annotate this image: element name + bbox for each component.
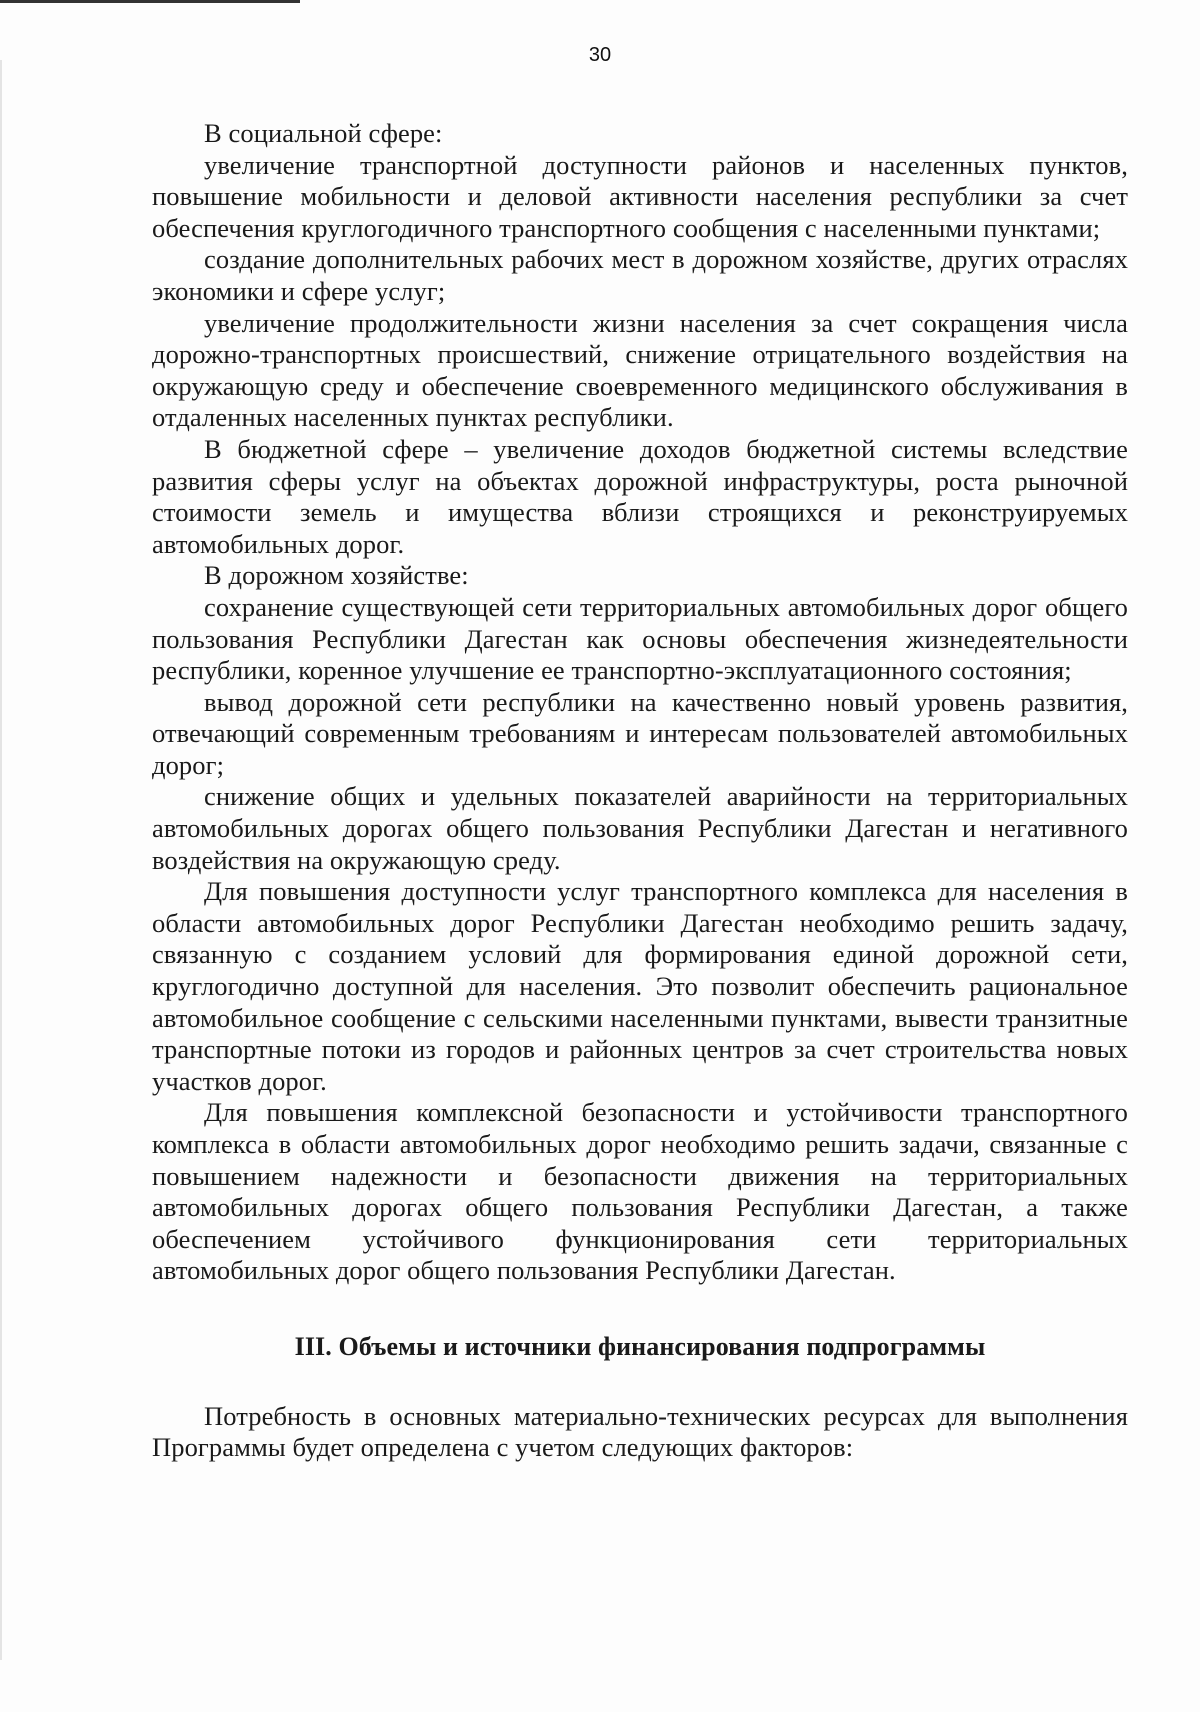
- paragraph: В бюджетной сфере – увеличение доходов бюджетной системы вследствие развития сферы услуг на объектах дорожной инфраструктуры, роста рыночной стоимости земель и имущества вблизи строящихся и реконструируемых автомобильных дорог.: [152, 433, 1128, 559]
- paragraph: сохранение существующей сети территориальных автомобильных дорог общего пользования Республики Дагестан как основы обеспечения жизнедеятельности республики, коренное улучшение ее транспортно-эксплуатационного состояния;: [152, 591, 1128, 686]
- scan-edge-shadow: [0, 60, 2, 1660]
- paragraph: создание дополнительных рабочих мест в дорожном хозяйстве, других отраслях экономики и сфере услуг;: [152, 244, 1128, 306]
- paragraph: снижение общих и удельных показателей аварийности на территориальных автомобильных дорогах общего пользования Республики Дагестан и негативного воздействия на окружающую среду.: [152, 781, 1128, 875]
- scan-edge-mark: [0, 0, 300, 3]
- paragraph: В дорожном хозяйстве:: [204, 560, 469, 591]
- document-body: [152, 118, 1128, 1464]
- paragraph: увеличение продолжительности жизни населения за счет сокращения числа дорожно-транспортных происшествий, снижение отрицательного воздействия на окружающую среду и обеспечение своевременного медицинского обслуживания в отдаленных населенных пунктах республики.: [152, 307, 1128, 433]
- paragraph: увеличение транспортной доступности районов и населенных пунктов, повышение мобильности и деловой активности населения республики за счет обеспечения круглогодичного транспортного сообщения с населенными пунктами;: [152, 149, 1128, 243]
- paragraph: В социальной сфере:: [204, 118, 443, 148]
- paragraph: Потребность в основных материально-технических ресурсах для выполнения Программы будет определена с учетом следующих факторов:: [152, 1400, 1128, 1463]
- paragraph: Для повышения комплексной безопасности и устойчивости транспортного комплекса в области автомобильных дорог необходимо решить задачи, связанные с повышением надежности и безопасности движения на территориальных автомобильных дорогах общего пользования Республики Дагестан, а также обеспечением устойчивого функционирования сети территориальных автомобильных дорог общего пользования Республики Дагестан.: [152, 1097, 1128, 1286]
- section-heading: III. Объемы и источники финансирования подпрограммы: [294, 1331, 986, 1361]
- paragraph: Для повышения доступности услуг транспортного комплекса для населения в области автомобильных дорог Республики Дагестан необходимо решить задачу, связанную с созданием условий для формирования единой дорожной сети, круглогодично доступной для населения. Это позволит обеспечить рациональное автомобильное сообщение с сельскими населенными пунктами, вывести транзитные транспортные потоки из городов и районных центров за счет строительства новых участков дорог.: [152, 876, 1128, 1096]
- paragraph: вывод дорожной сети республики на качественно новый уровень развития, отвечающий современным требованиям и интересам пользователей автомобильных дорог;: [152, 686, 1128, 780]
- page-number: 30: [588, 44, 612, 66]
